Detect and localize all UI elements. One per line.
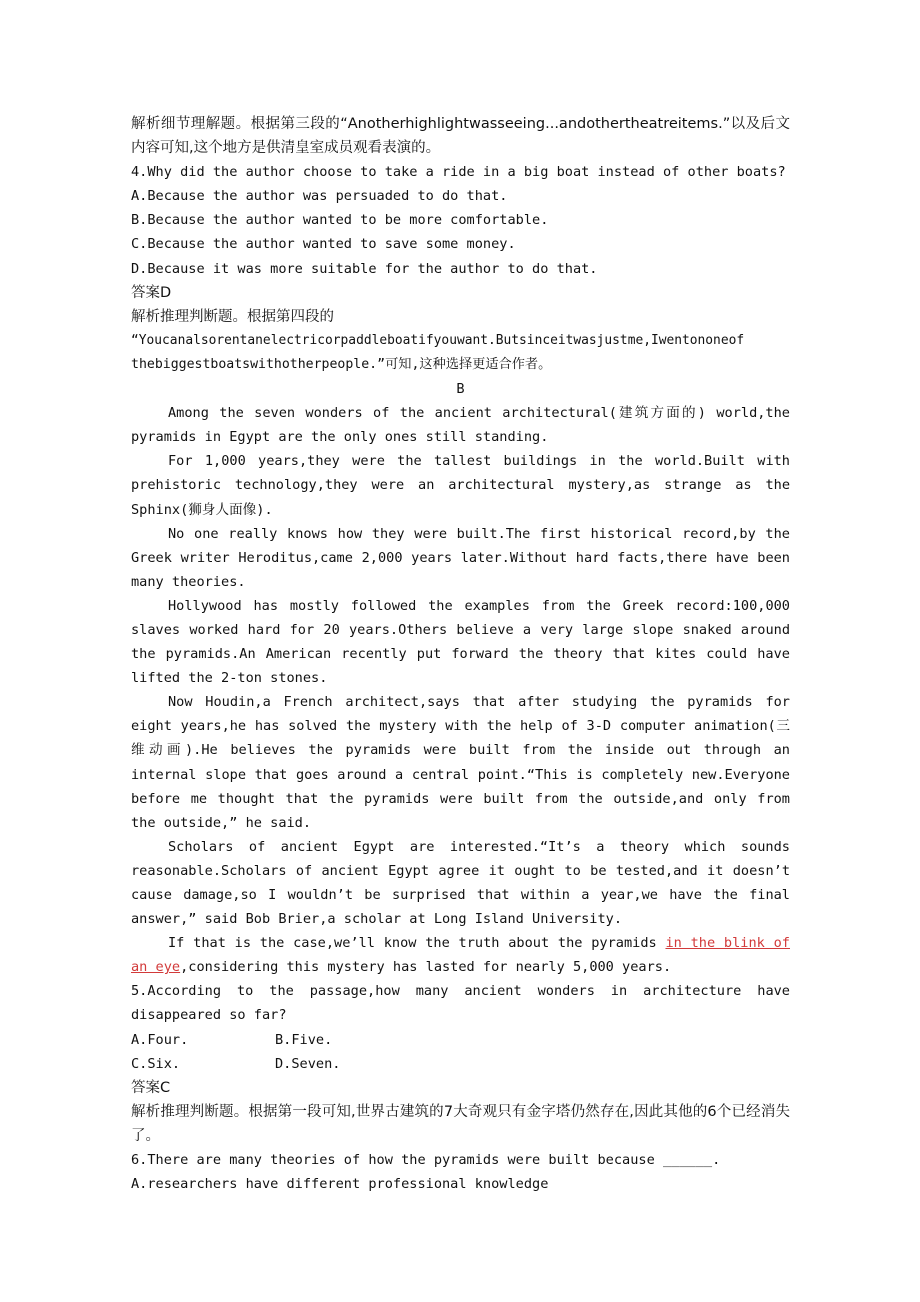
- p7-text-after: ,considering this mystery has lasted for nearly 5,000 years.: [180, 959, 672, 976]
- q4-question: 4.Why did the author choose to take a ride in a big boat instead of other boats?: [131, 164, 786, 181]
- passage-paragraph-3: No one really knows how they were built.The first historical record,by the Greek writer Heroditus,came 2,000 years later.Without hard facts,there have been many theories.: [131, 525, 790, 590]
- q4-option-a: A.Because the author was persuaded to do that.: [131, 188, 508, 205]
- q5-option-d: D.Seven.: [275, 1055, 341, 1072]
- q3-analysis: 解析细节理解题。根据第三段的“Anotherhighlightwasseeing...andothertheatreitems.”以及后文内容可知,这个地方是供清皇室成员观看表演的。: [131, 116, 790, 157]
- q5-options-row-2: [131, 1052, 790, 1076]
- q6-question: 6.There are many theories of how the pyramids were built because ______.: [131, 1152, 721, 1169]
- document-content: [131, 112, 790, 1196]
- highlighted-phrase: in the blink of an eye: [131, 935, 790, 976]
- q4-option-b: B.Because the author wanted to be more comfortable.: [131, 212, 549, 229]
- q6-option-a: A.researchers have different professional knowledge: [131, 1176, 549, 1193]
- q4-option-c: C.Because the author wanted to save some money.: [131, 236, 516, 253]
- q5-question: 5.According to the passage,how many ancient wonders in architecture have disappeared so far?: [131, 983, 790, 1024]
- q4-answer: 答案D: [131, 284, 172, 301]
- passage-paragraph-6: Scholars of ancient Egypt are interested.“It’s a theory which sounds reasonable.Scholars of ancient Egypt agree it ought to be tested,and it doesn’t cause damage,so I wouldn’t be surprised that within a year,we have the final answer,” said Bob Brier,a scholar at Long Island University.: [131, 838, 790, 928]
- passage-paragraph-1: Among the seven wonders of the ancient architectural(建筑方面的) world,the pyramids in Egypt are the only ones still standing.: [131, 405, 790, 446]
- q5-option-c: C.Six.: [131, 1055, 181, 1072]
- q5-option-a: A.Four.: [131, 1031, 189, 1048]
- q5-option-b: B.Five.: [275, 1031, 333, 1048]
- passage-paragraph-5: Now Houdin,a French architect,says that after studying the pyramids for eight years,he has solved the mystery with the help of 3-D computer animation(三维动画).He believes the pyramids were built from the inside out through an internal slope that goes around a central point.“This is completely new.Everyone before me thought that the pyramids were built from the outside,and only from the outside,” he said.: [131, 694, 790, 831]
- passage-heading: B: [456, 381, 465, 398]
- q4-analysis-line2: “Youcanalsorentanelectricorpaddleboatifyouwant.Butsinceitwasjustme,Iwentononeof: [131, 332, 745, 348]
- passage-paragraph-7: [131, 931, 790, 979]
- passage-paragraph-4: Hollywood has mostly followed the examples from the Greek record:100,000 slaves worked hard for 20 years.Others believe a very large slope snaked around the pyramids.An American recently put forward the theory that kites could have lifted the 2-ton stones.: [131, 597, 790, 687]
- q5-analysis: 解析推理判断题。根据第一段可知,世界古建筑的7大奇观只有金字塔仍然存在,因此其他的6个已经消失了。: [131, 1103, 790, 1144]
- q4-option-d: D.Because it was more suitable for the author to do that.: [131, 260, 598, 277]
- passage-paragraph-2: For 1,000 years,they were the tallest buildings in the world.Built with prehistoric technology,they were an architectural mystery,as strange as the Sphinx(狮身人面像).: [131, 453, 790, 518]
- q4-analysis-line3: thebiggestboatswithotherpeople.”可知,这种选择更适合作者。: [131, 356, 552, 372]
- q5-options-row-1: [131, 1028, 790, 1052]
- q5-answer: 答案C: [131, 1079, 171, 1096]
- q4-analysis-line1: 解析推理判断题。根据第四段的: [131, 308, 334, 325]
- p7-text-before: If that is the case,we’ll know the truth about the pyramids: [168, 935, 666, 952]
